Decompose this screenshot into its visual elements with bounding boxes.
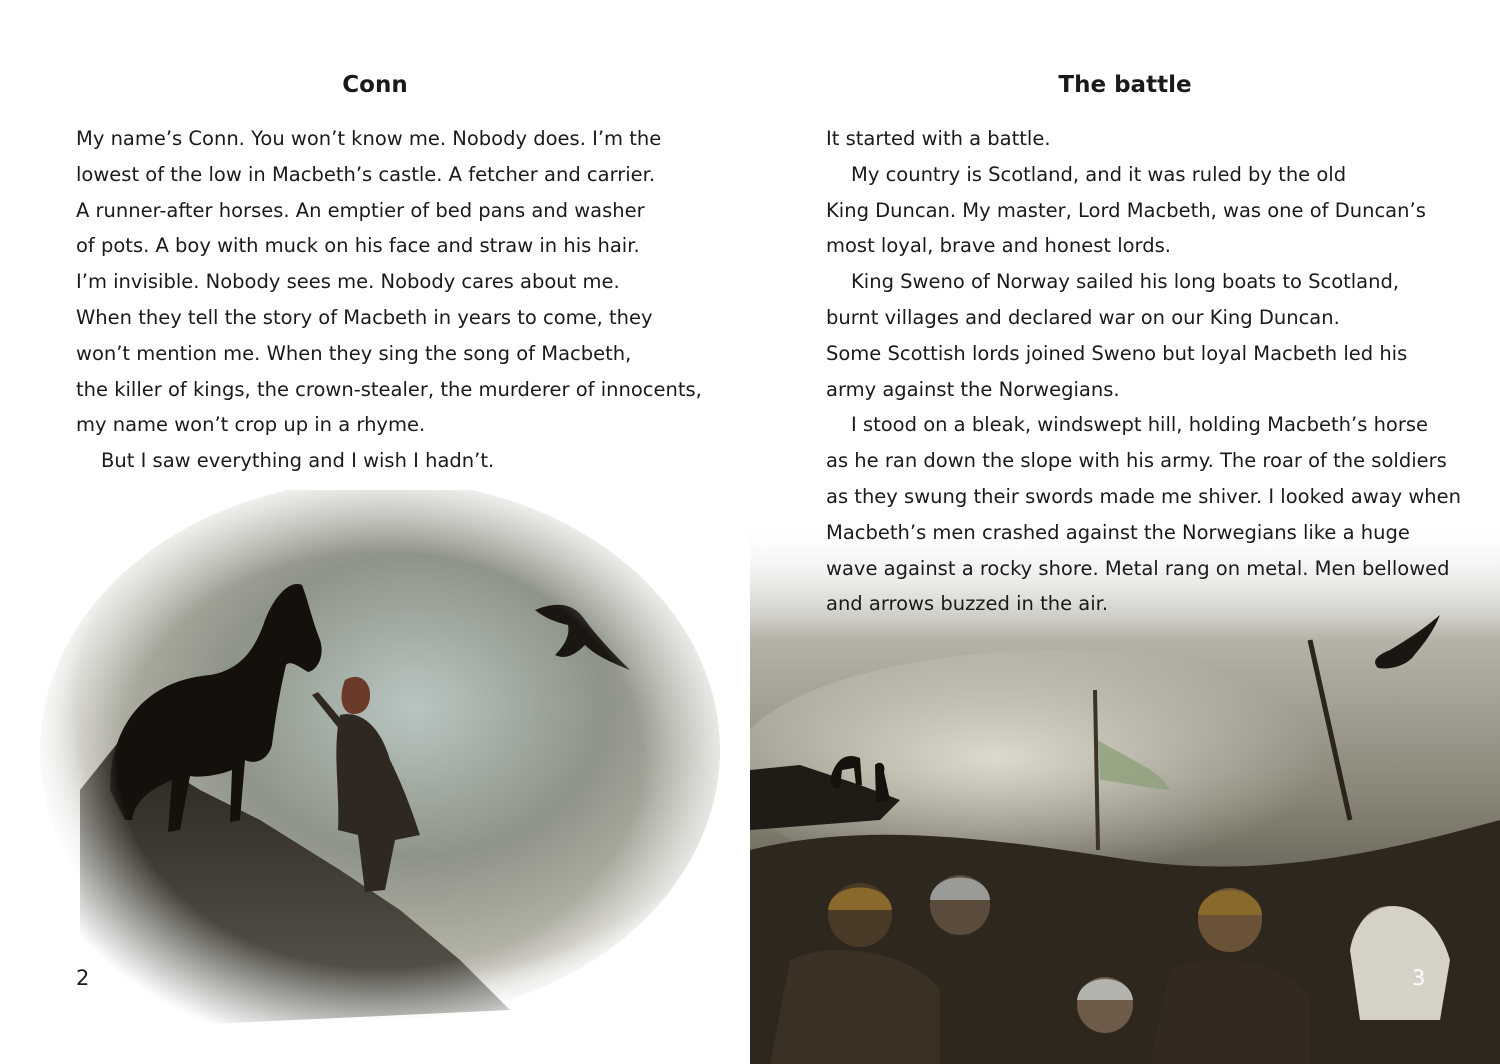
body-line: Some Scottish lords joined Sweno but loyal Macbeth led his [826,341,1408,365]
body-line: A runner-after horses. An emptier of bed pans and washer [76,198,645,222]
body-line: as they swung their swords made me shiver. I looked away when [826,484,1461,508]
body-line: army against the Norwegians. [826,377,1120,401]
body-line: my name won’t crop up in a rhyme. [76,413,426,437]
body-line: won’t mention me. When they sing the song of Macbeth, [76,341,632,365]
left-page-title: Conn [342,72,408,98]
body-line: King Sweno of Norway sailed his long boats to Scotland, [851,270,1400,294]
body-line: the killer of kings, the crown-stealer, the murderer of innocents, [76,377,702,401]
body-line: My name’s Conn. You won’t know me. Nobody does. I’m the [76,127,662,150]
right-page-body [826,121,1461,622]
body-line: King Duncan. My master, Lord Macbeth, was one of Duncan’s [826,198,1426,222]
page-number: 3 [1412,966,1426,990]
body-line: most loyal, brave and honest lords. [826,234,1171,258]
body-line: wave against a rocky shore. Metal rang on metal. Men bellowed [826,556,1450,580]
body-line: It started with a battle. [826,127,1051,150]
right-page [750,0,1500,1064]
body-line: Macbeth’s men crashed against the Norwegians like a huge [826,520,1410,544]
body-line: But I saw everything and I wish I hadn’t. [101,449,495,473]
body-line: I stood on a bleak, windswept hill, holding Macbeth’s horse [851,413,1429,437]
body-line: burnt villages and declared war on our King Duncan. [826,305,1340,329]
body-line: When they tell the story of Macbeth in years to come, they [76,305,653,329]
right-page-title: The battle [1058,72,1192,98]
illustration-boy-with-horse [40,490,720,1030]
body-line: of pots. A boy with muck on his face and straw in his hair. [76,234,640,258]
left-page-body [76,121,702,479]
body-line: lowest of the low in Macbeth’s castle. A fetcher and carrier. [76,162,656,186]
body-line: I’m invisible. Nobody sees me. Nobody cares about me. [76,270,620,294]
page-number: 2 [76,966,90,990]
body-line: My country is Scotland, and it was ruled by the old [851,162,1347,186]
body-line: and arrows buzzed in the air. [826,592,1109,616]
body-line: as he ran down the slope with his army. The roar of the soldiers [826,449,1447,473]
